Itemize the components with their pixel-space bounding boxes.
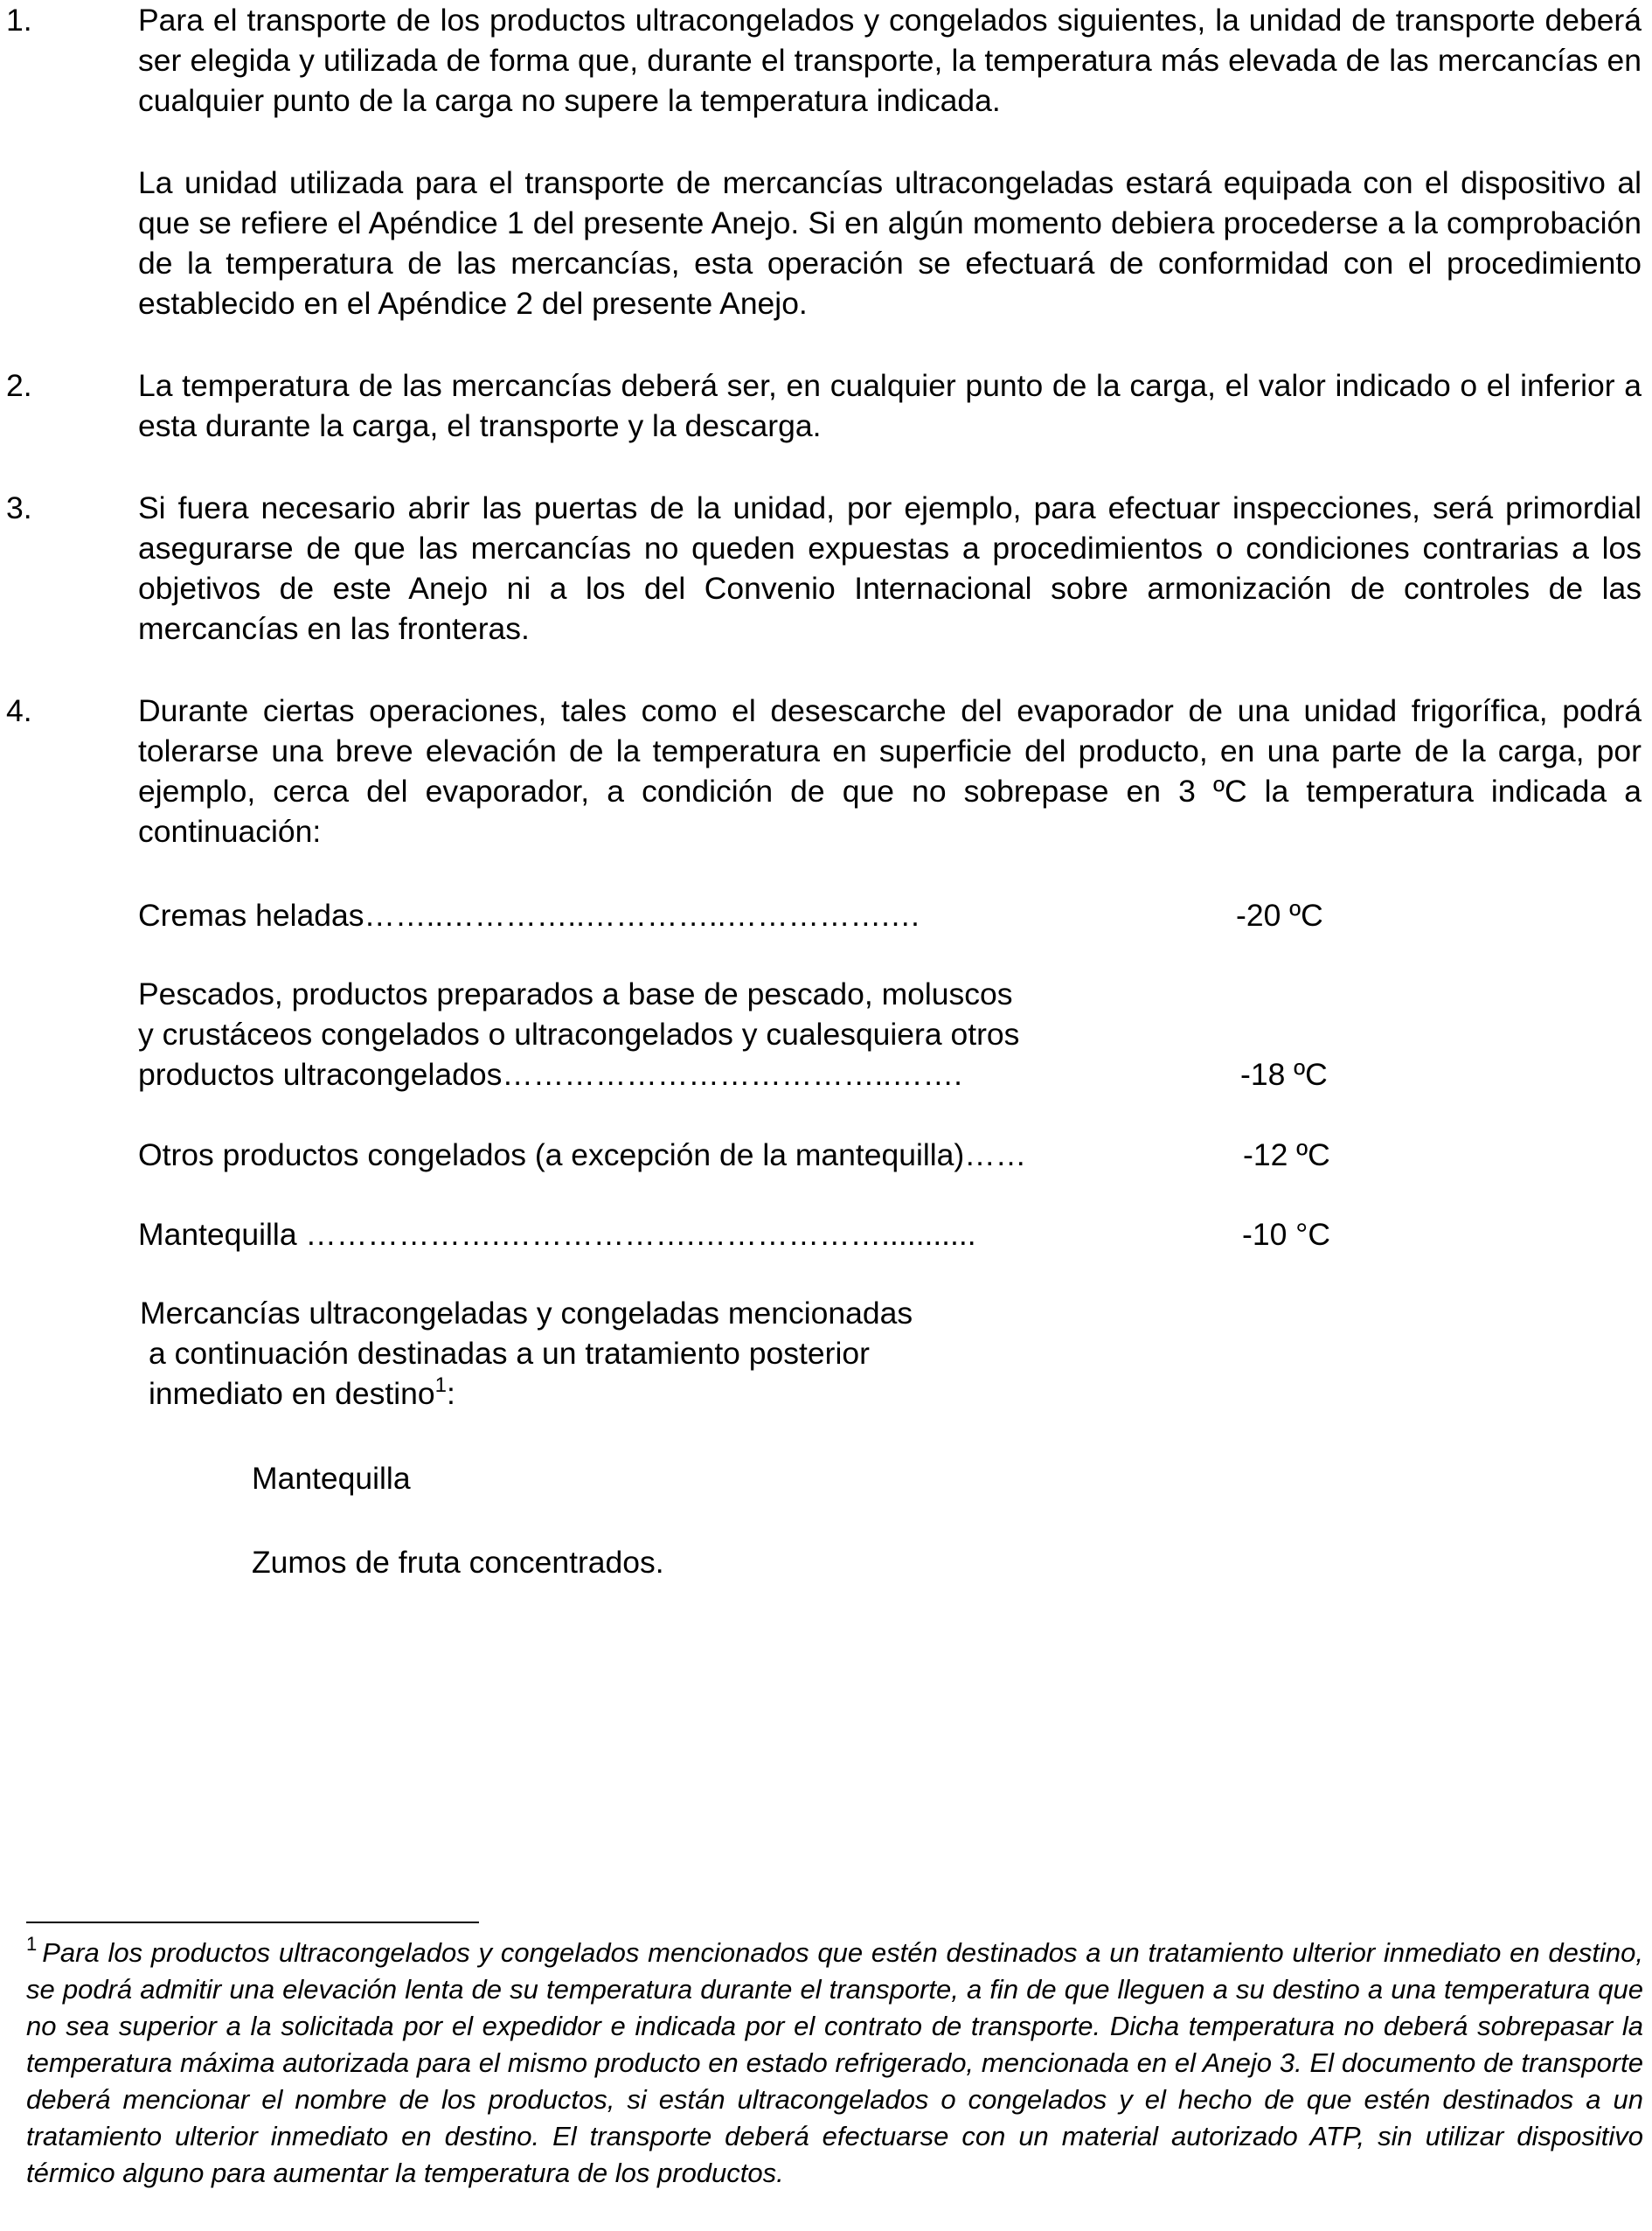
label-line: Pescados, productos preparados a base de pescado, moluscos [138,976,1013,1011]
product-label: Otros productos congelados (a excepción de la mantequilla)…… [138,1137,1027,1172]
footnote-text: Para los productos ultracongelados y congelados mencionados que estén destinados a un tratamiento ulterior inmediato en destino, se podrá admitir una elevación lenta de su temperatura durante el transporte, a fin de que lleguen a su destino a una temperatura que no sea superior a la solicitada por el expedidor e indicada por el contrato de transporte. Dicha temperatura no deberá sobrepasar la temperatura máxima autorizada para el mismo producto en estado refrigerado, mencionada en el Anejo 3. El documento de transporte deberá mencionar el nombre de los productos, si están ultracongelados o congelados y el hecho de que estén destinados a un tratamiento ulterior inmediato en destino. El transporte deberá efectuarse con un material autorizado ATP, sin utilizar dispositivo térmico alguno para aumentar la temperatura de los productos. [26,1937,1643,2188]
product-label [138,974,1019,1095]
footnote [26,1935,1643,2192]
footnote-separator [26,1922,479,1923]
deferred-treatment-intro [140,1293,1364,1414]
paragraph: Durante ciertas operaciones, tales como el desescarche del evaporador de una unidad frigorífica, podrá tolerarse una breve elevación de la temperatura en superficie del producto, en una parte de la carga, por ejemplo, cerca del evaporador, a condición de que no sobrepase en 3 ºC la temperatura indicada a continuación: [138,693,1642,849]
paragraph: Si fuera necesario abrir las puertas de la unidad, por ejemplo, para efectuar inspecciones, será primordial asegurarse de que las mercancías no queden expuestas a procedimientos o condiciones contrarias a los objetivos de este Anejo ni a los del Convenio Internacional sobre armonización de controles de las mercancías en las fronteras. [138,490,1642,646]
temperature-value: -20 ºC [1236,898,1323,933]
temperature-value: -18 ºC [1240,1057,1328,1092]
intro-suffix: : [446,1376,455,1411]
item-number: 2. [6,368,32,403]
product-label: Cremas heladas……..…………..…………..…………….… [138,898,921,933]
temperature-value: -10 °C [1242,1217,1331,1252]
footnote-reference[interactable]: 1 [434,1373,447,1397]
intro-line: Mercancías ultracongeladas y congeladas mencionadas [140,1296,913,1331]
product-label: Mantequilla ……………….……………….………………........... [138,1217,976,1252]
footnote-mark: 1 [26,1933,38,1955]
item-number: 3. [6,490,32,525]
product-name: Zumos de fruta concentrados. [252,1545,664,1580]
paragraph: La temperatura de las mercancías deberá ser, en cualquier punto de la carga, el valor indicado o el inferior a esta durante la carga, el transporte y la descarga. [138,368,1642,443]
intro-line: inmediato en destino [149,1376,435,1411]
item-number: 1. [6,3,32,38]
intro-line-with-ref [140,1373,1364,1414]
label-line: y crustáceos congelados o ultracongelados y cualesquiera otros [138,1017,1020,1052]
intro-line: a continuación destinadas a un tratamiento posterior [149,1336,870,1371]
paragraph: Para el transporte de los productos ultracongelados y congelados siguientes, la unidad de transporte deberá ser elegida y utilizada de forma que, durante el transporte, la temperatura más elevada de las mercancías en cualquier punto de la carga no supere la temperatura indicada. [138,3,1642,118]
temperature-value: -12 ºC [1243,1137,1330,1172]
item-number: 4. [6,693,32,728]
product-name: Mantequilla [252,1461,411,1496]
paragraph: La unidad utilizada para el transporte de mercancías ultracongeladas estará equipada con el dispositivo al que se refiere el Apéndice 1 del presente Anejo. Si en algún momento debiera procederse a la comprobación de la temperatura de las mercancías, esta operación se efectuará de conformidad con el procedimiento establecido en el Apéndice 2 del presente Anejo. [138,165,1642,321]
label-line: productos ultracongelados………………………………..……. [138,1057,963,1092]
